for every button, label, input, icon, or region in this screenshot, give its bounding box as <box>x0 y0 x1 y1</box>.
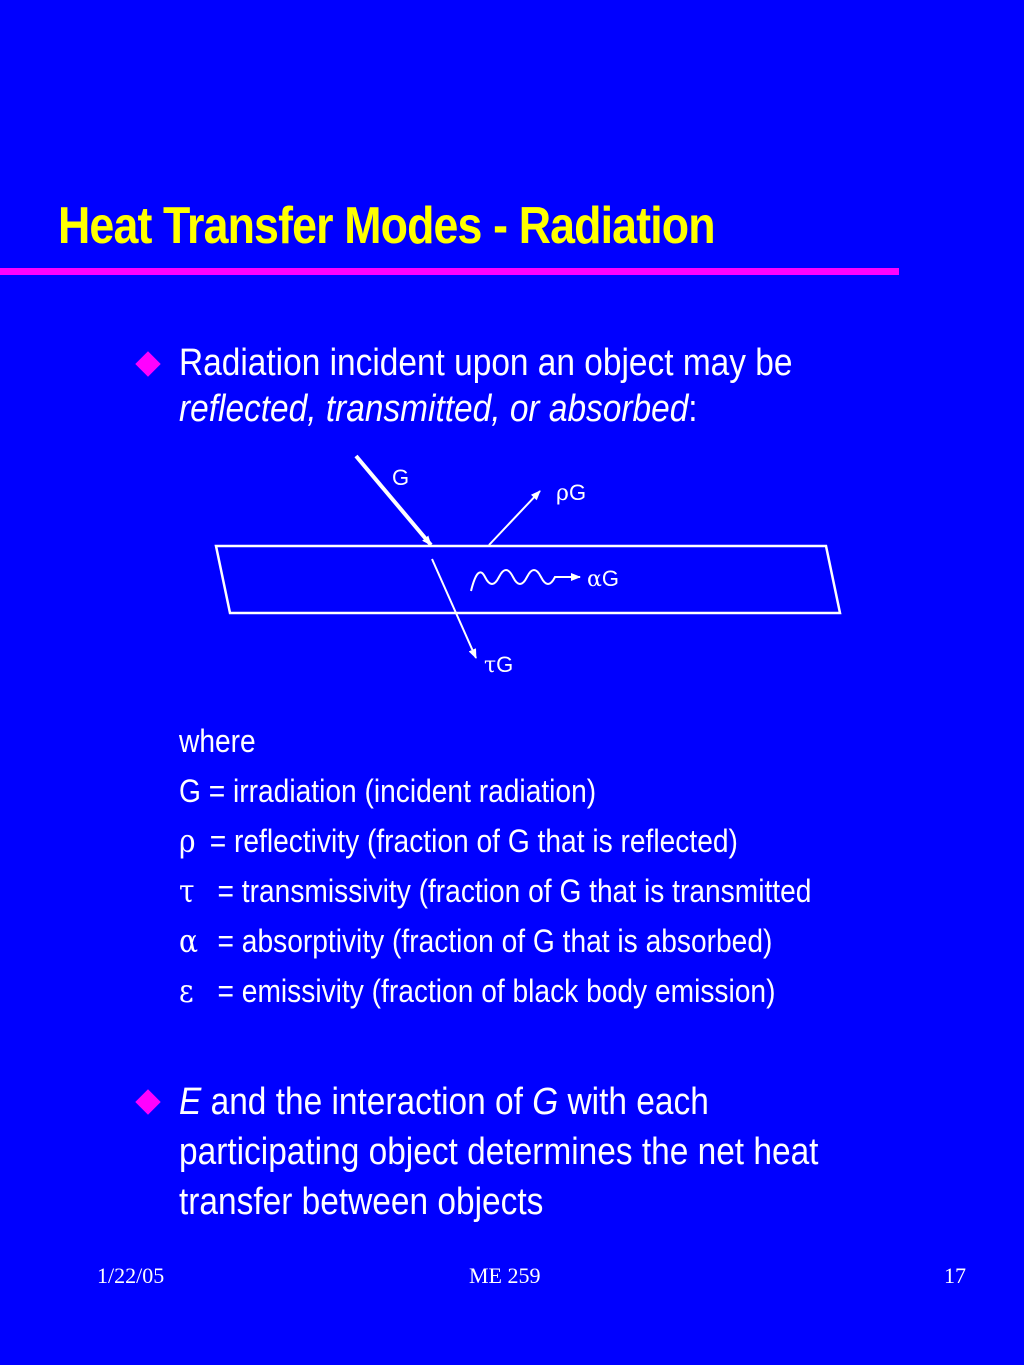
transmitted-arrow <box>432 559 476 658</box>
tau-symbol: τ <box>179 872 195 910</box>
bullet-2-part-2: with each <box>558 1081 709 1123</box>
reflected-arrow <box>489 491 540 545</box>
alpha-symbol: α <box>587 567 602 592</box>
slide-title: Heat Transfer Modes - Radiation <box>58 197 715 255</box>
absorbed-g: G <box>601 566 619 591</box>
absorbed-label <box>587 566 619 592</box>
tau-symbol: τ <box>484 653 497 678</box>
bullet-1-line-1: Radiation incident upon an object may be <box>179 342 793 384</box>
alpha-symbol: α <box>179 922 199 960</box>
bullet-1-colon: : <box>688 388 698 430</box>
definition-text: G = irradiation (incident radiation) <box>179 773 597 809</box>
footer-course: ME 259 <box>469 1263 541 1288</box>
definition-text: = emissivity (fraction of black body emission) <box>201 973 776 1009</box>
bullet-2-line-2: participating object determines the net heat <box>179 1131 819 1173</box>
object-slab <box>216 546 840 613</box>
bullet-2-text <box>179 1077 818 1227</box>
definition-irradiation <box>179 766 811 816</box>
rho-symbol: ρ <box>556 481 569 506</box>
reflected-g: G <box>568 480 587 505</box>
g-symbol: G <box>532 1081 559 1123</box>
definition-reflectivity <box>179 816 811 866</box>
definition-absorptivity <box>179 916 811 966</box>
reflected-label <box>556 480 586 506</box>
footer-page-number: 17 <box>944 1263 966 1288</box>
e-symbol: E <box>179 1081 202 1123</box>
definition-text: = absorptivity (fraction of G that is absorbed) <box>201 923 773 959</box>
bullet-1-italic: reflected, transmitted, or absorbed <box>179 388 689 430</box>
bullet-2-line-3: transfer between objects <box>179 1181 544 1223</box>
transmitted-label <box>484 652 513 678</box>
bullet-2-line-1 <box>179 1077 818 1127</box>
definition-text: = transmissivity (fraction of G that is transmitted <box>201 873 812 909</box>
where-label: where <box>179 723 256 759</box>
definitions-block <box>179 716 811 1016</box>
epsilon-symbol: ε <box>179 972 194 1010</box>
bullet-2-part-1: and the interaction of <box>201 1081 533 1123</box>
rho-symbol: ρ <box>179 822 196 860</box>
definition-emissivity <box>179 966 811 1016</box>
footer-date: 1/22/05 <box>97 1263 165 1288</box>
transmitted-g: G <box>496 652 514 677</box>
absorbed-wave-arrow <box>471 570 580 591</box>
incident-label: G <box>392 465 410 490</box>
definition-transmissivity <box>179 866 811 916</box>
definition-text: = reflectivity (fraction of G that is reflected) <box>201 823 738 859</box>
